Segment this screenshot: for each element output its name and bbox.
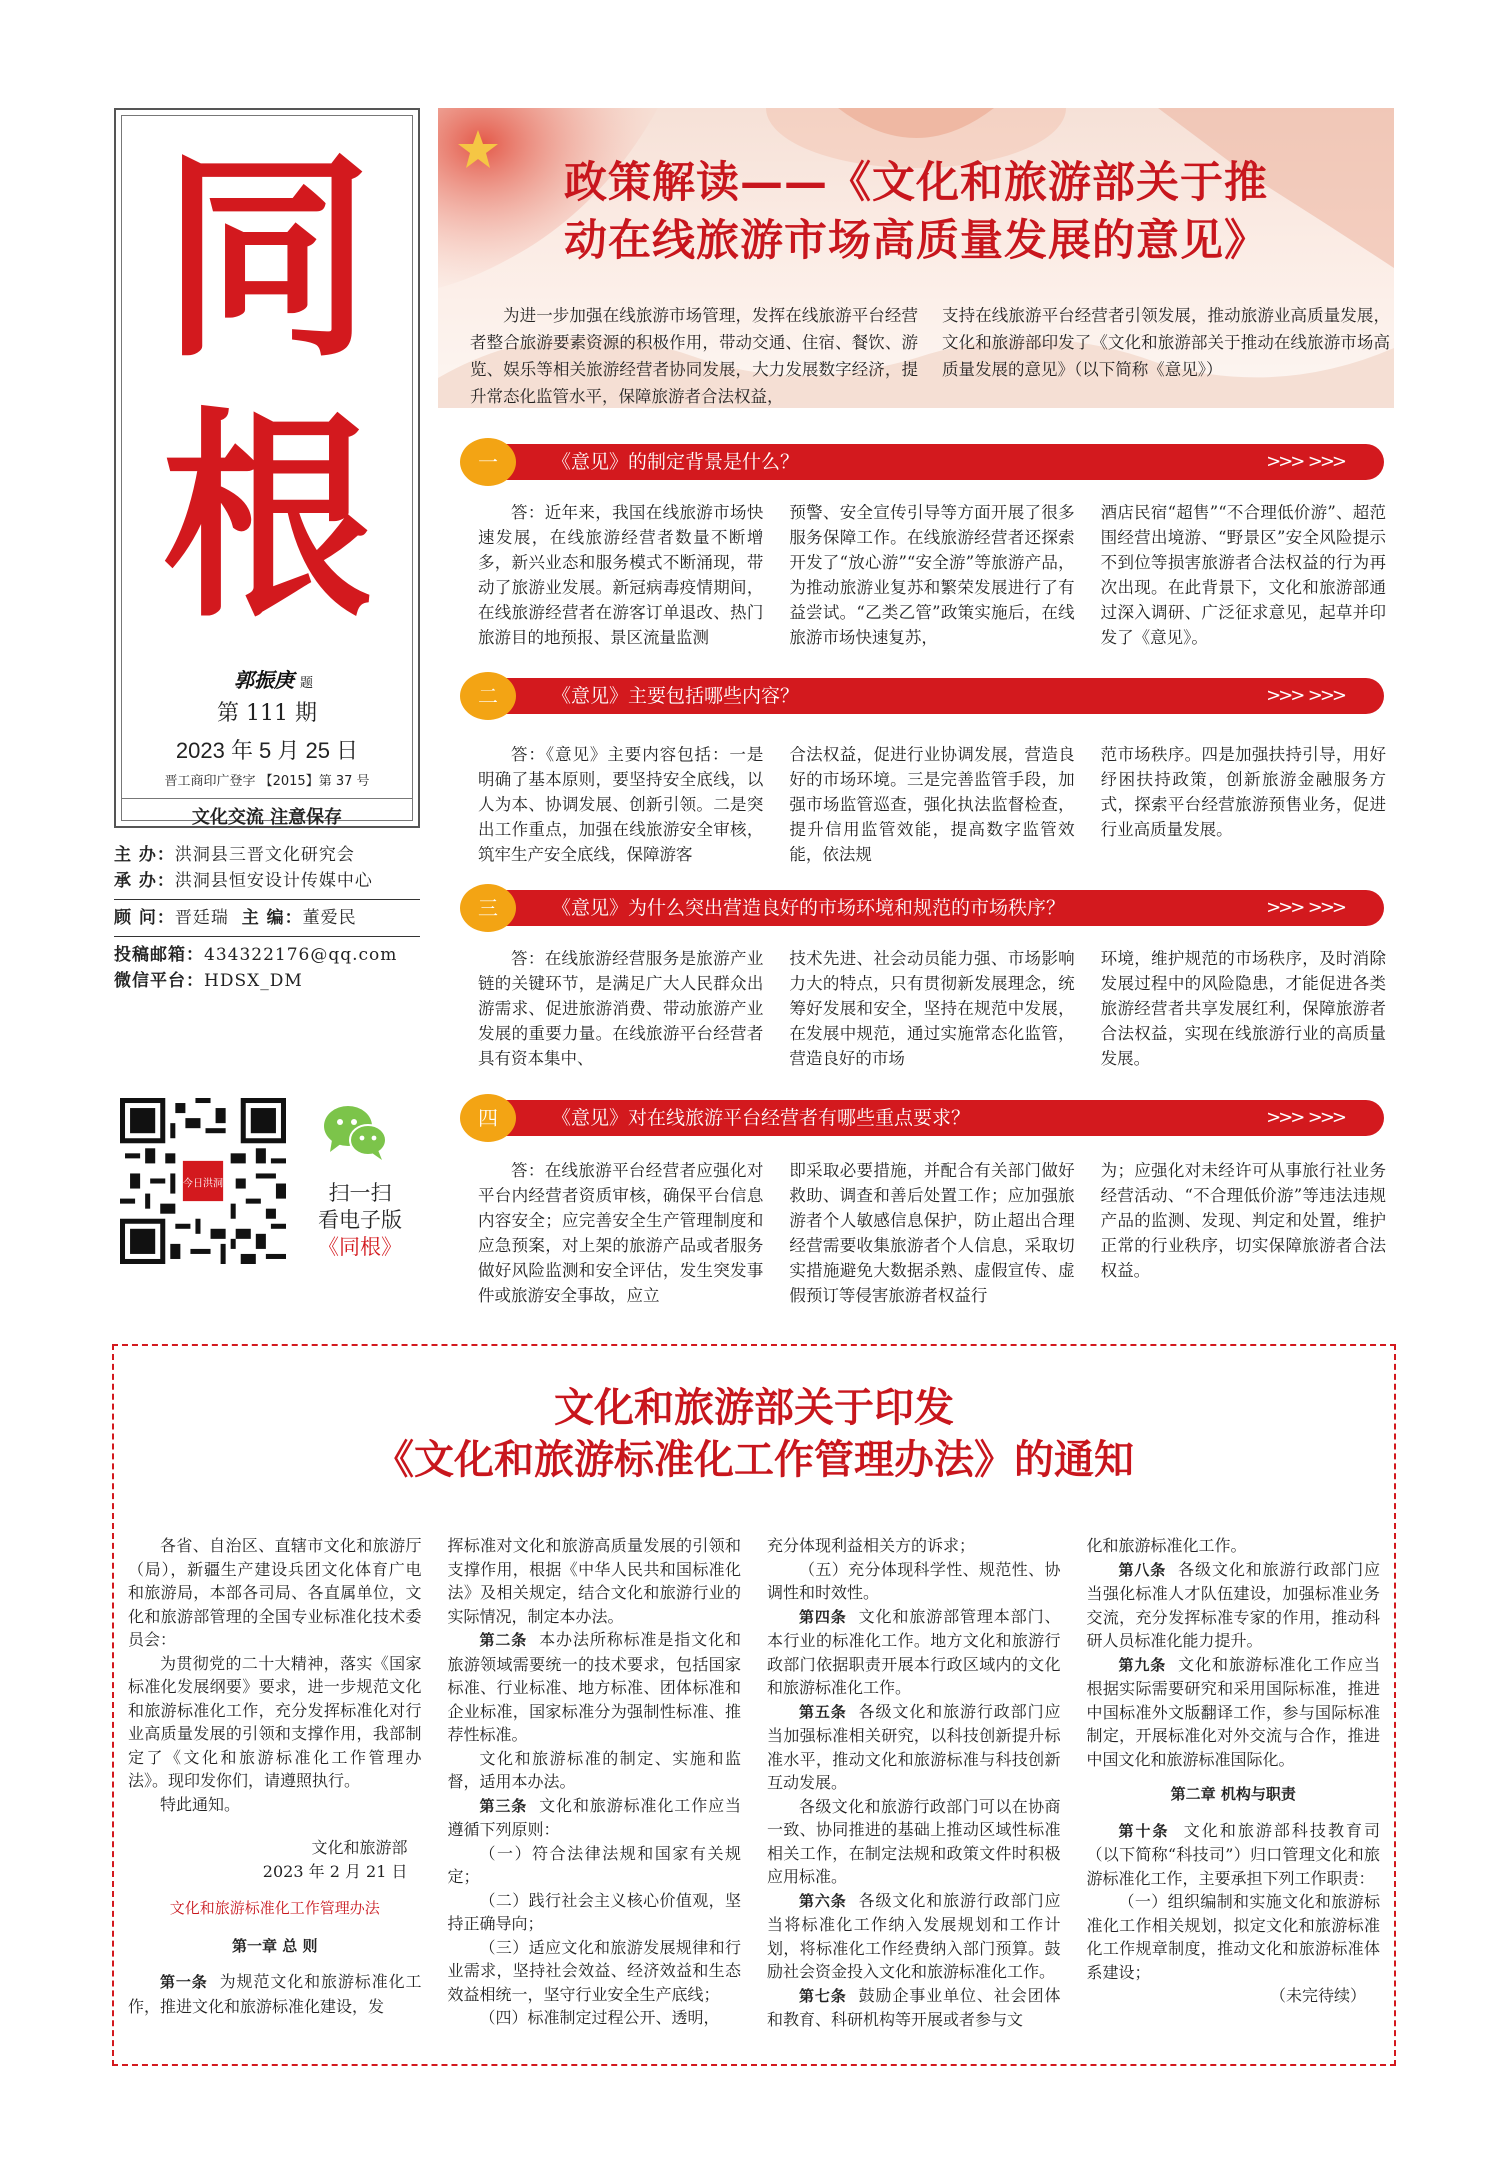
chapter-2-heading: 第二章 机构与职责 <box>1170 1785 1296 1803</box>
article-3-item-2: （二）践行社会主义核心价值观，坚持正确导向； <box>447 1890 741 1933</box>
notice-signer: 文化和旅游部 <box>311 1838 408 1857</box>
scan-caption <box>300 1180 420 1261</box>
notice-title-line-2: 《文化和旅游标准化工作管理办法》的通知 <box>374 1436 1134 1483</box>
article-7-head: 第七条 <box>799 1986 847 2005</box>
article-1 <box>128 1970 422 2018</box>
masthead-frame <box>121 115 413 828</box>
article-8-body: 各级文化和旅游行政部门应当强化标准人才队伍建设，加强标准业务交流，充分发挥标准专家的作用，推动科研人员标准化能力提升。 <box>1086 1559 1380 1650</box>
notice-column-4 <box>1087 1534 1381 2032</box>
question-number: 三 <box>460 884 516 932</box>
article-3-item-5: （五）充分体现科学性、规范性、协调性和时效性。 <box>767 1559 1061 1602</box>
newspaper-title <box>122 128 412 648</box>
article-4 <box>767 1605 1061 1700</box>
notice-body: 为贯彻党的二十大精神，落实《国家标准化发展纲要》要求，进一步规范文化和旅游标准化工作，充分发挥标准化对行业高质量发展的引领和支撑作用，我部制定了《文化和旅游标准化工作管理办法》。现印发你们，请遵照执行。 <box>128 1653 422 1790</box>
policy-intro <box>470 302 1390 410</box>
advisor: 晋廷瑞 <box>174 908 229 928</box>
email-label: 投稿邮箱： <box>114 945 204 965</box>
answer-4-col-1: 答：在线旅游平台经营者应强化对平台内经营者资质审核，确保平台信息内容安全；应完善安全生产管理制度和应急预案，对上架的旅游产品或者服务做好风险监测和安全评估，发生突发事件或旅游安全事故，应立 <box>478 1161 764 1305</box>
spacer <box>128 1816 422 1836</box>
organizer-label: 承 办： <box>114 871 175 891</box>
article-9-body: 文化和旅游标准化工作应当根据实际需要研究和采用国际标准，推进中国标准外文版翻译工作，参与国际标准制定，开展标准化对外交流与合作，推进中国文化和旅游标准国际化。 <box>1086 1654 1380 1769</box>
question-text: 《意见》的制定背景是什么？ <box>552 451 800 473</box>
organizer: 洪洞县恒安设计传媒中心 <box>174 871 373 891</box>
article-3-body: 文化和旅游标准化工作应当遵循下列原则： <box>447 1795 741 1839</box>
answer-1 <box>478 500 1386 650</box>
article-6-head: 第六条 <box>799 1891 847 1910</box>
email-row <box>114 942 420 968</box>
article-10-body: 文化和旅游部科技教育司（以下简称“科技司”）归口管理文化和旅游标准化工作，主要承担下列工作职责： <box>1086 1820 1380 1888</box>
notice-box <box>112 1344 1396 2066</box>
title-char-tong: 同 <box>161 127 372 388</box>
question-text: 《意见》主要包括哪些内容？ <box>552 685 800 707</box>
double-chevron-right-icon: >>> >>> <box>1266 685 1344 706</box>
article-10-item-1: （一）组织编制和实施文化和旅游标准化工作相关规划，拟定文化和旅游标准化工作规章制度，推动文化和旅游标准体系建设； <box>1086 1892 1380 1982</box>
masthead-motto: 文化交流 注意保存 <box>122 798 412 829</box>
sponsor: 洪洞县三晋文化研究会 <box>174 845 355 865</box>
article-9-head: 第九条 <box>1118 1655 1167 1674</box>
article-7-continued: 化和旅游标准化工作。 <box>1086 1536 1247 1555</box>
title-char-gen: 根 <box>161 387 372 648</box>
article-7-body: 鼓励企事业单位、社会团体和教育、科研机构等开展或者参与文 <box>767 1985 1061 2029</box>
answer-1-col-2: 预警、安全宣传引导等方面开展了很多服务保障工作。在线旅游经营者还探索开发了“放心游”“安全游”等旅游产品，为推动旅游业复苏和繁荣发展进行了有益尝试。“乙类乙管”政策实施后，在线旅游市场快速复苏， <box>789 503 1075 647</box>
question-text: 《意见》对在线旅游平台经营者有哪些重点要求？ <box>552 1107 971 1129</box>
question-number: 四 <box>460 1094 516 1142</box>
article-5-head: 第五条 <box>799 1702 847 1721</box>
editor: 董爱民 <box>302 908 357 928</box>
credits-divider <box>114 899 420 900</box>
article-10 <box>1087 1819 1381 1891</box>
article-4-body: 文化和旅游部管理本部门、本行业的标准化工作。地方文化和旅游行政部门依据职责开展本行政区域内的文化和旅游标准化工作。 <box>767 1606 1061 1697</box>
notice-columns <box>128 1534 1380 2032</box>
advisor-label: 顾 问： <box>114 908 175 928</box>
question-bar-3 <box>460 888 1384 928</box>
article-1-body: 为规范文化和旅游标准化工作，推进文化和旅游标准化建设，发 <box>128 1972 422 2016</box>
notice-date: 2023 年 2 月 21 日 <box>262 1861 408 1881</box>
intro-column-1: 为进一步加强在线旅游市场管理，发挥在线旅游平台经营者整合旅游要素资源的积极作用，带动交通、住宿、餐饮、游览、娱乐等相关旅游经营者协同发展，大力发展数字经济，提升常态化监管水平，保障旅游者合法权益， <box>470 306 918 406</box>
article-4-head: 第四条 <box>799 1607 847 1626</box>
question-bar-1 <box>460 442 1384 482</box>
chapter-1-heading: 第一章 总 则 <box>232 1936 318 1955</box>
article-1-head: 第一条 <box>160 1973 208 1991</box>
article-2-head: 第二条 <box>479 1631 528 1649</box>
wechat-row <box>114 968 420 994</box>
notice-column-3 <box>767 1534 1061 2032</box>
answer-2 <box>478 742 1386 867</box>
answer-3 <box>478 946 1386 1071</box>
article-1-continued: 挥标准对文化和旅游高质量发展的引领和支撑作用，根据《中华人民共和国标准化法》及相关规定，结合文化和旅游行业的实际情况，制定本办法。 <box>447 1536 741 1626</box>
scan-line-3: 《同根》 <box>318 1235 402 1259</box>
article-5-body: 各级文化和旅游行政部门应当加强标准相关研究，以科技创新提升标准水平，推动文化和旅游标准与科技创新互动发展。 <box>767 1701 1061 1792</box>
article-3 <box>448 1794 742 1842</box>
answer-3-col-3: 环境，维护规范的市场秩序，及时消除发展过程中的风险隐患，才能促进各类旅游经营者共享发展红利，保障旅游者合法权益，实现在线旅游行业的高质量发展。 <box>1100 949 1386 1068</box>
question-number: 一 <box>460 438 516 486</box>
wechat-account: HDSX_DM <box>204 971 303 991</box>
article-3-item-3: （三）适应文化和旅游发展规律和行业需求，坚持社会效益、经济效益和生态效益相统一，坚守行业安全生产底线； <box>447 1937 741 2004</box>
answer-4 <box>478 1158 1386 1308</box>
answer-2-col-2: 合法权益，促进行业协调发展，营造良好的市场环境。三是完善监管手段，加强市场监管巡查，强化执法监督检查，提升信用监管效能，提高数字监管效能，依法规 <box>789 745 1075 864</box>
answer-2-col-3: 范市场秩序。四是加强扶持引导，用好纾困扶持政策，创新旅游金融服务方式，探索平台经营旅游预售业务，促进行业高质量发展。 <box>1100 745 1386 839</box>
notice-addressees: 各省、自治区、直辖市文化和旅游厅（局），新疆生产建设兵团文化体育广电和旅游局，本部各司局、各直属单位，文化和旅游部管理的全国专业标准化技术委员会： <box>128 1536 422 1649</box>
issue-date: 2023 年 5 月 25 日 <box>175 738 359 763</box>
issue-number: 第 111 期 <box>217 701 317 726</box>
regulation-title: 文化和旅游标准化工作管理办法 <box>169 1899 380 1917</box>
intro-column-2: 支持在线旅游平台经营者引领发展，推动旅游业高质量发展，文化和旅游部印发了《文化和旅游部关于推动在线旅游市场高质量发展的意见》（以下简称《意见》） <box>942 306 1390 379</box>
masthead <box>114 108 420 828</box>
notice-column-1 <box>128 1534 422 2032</box>
editor-label: 主 编： <box>241 908 303 928</box>
article-10-head: 第十条 <box>1118 1821 1170 1840</box>
notice-title-line-1: 文化和旅游部关于印发 <box>554 1384 954 1431</box>
article-7 <box>767 1984 1061 2032</box>
wechat-icon <box>320 1102 390 1162</box>
policy-title-line-1: 政策解读——《文化和旅游部关于推 <box>564 158 1268 208</box>
qr-block <box>120 1098 420 1268</box>
article-2-scope: 文化和旅游标准的制定、实施和监督，适用本办法。 <box>447 1748 741 1791</box>
article-8-head: 第八条 <box>1118 1560 1167 1579</box>
article-3-item-4-continued: 充分体现利益相关方的诉求； <box>767 1536 976 1555</box>
article-6 <box>767 1889 1061 1984</box>
notice-title <box>114 1382 1394 1486</box>
double-chevron-right-icon: >>> >>> <box>1266 1107 1344 1128</box>
answer-1-col-1: 答：近年来，我国在线旅游市场快速发展，在线旅游经营者数量不断增多，新兴业态和服务模式不断涌现，带动了旅游业发展。新冠病毒疫情期间，在线旅游经营者在游客订单退改、热门旅游目的地预报、景区流量监测 <box>478 503 764 647</box>
article-6-body: 各级文化和旅游行政部门应当将标准化工作纳入发展规划和工作计划，将标准化工作经费纳入部门预算。鼓励社会资金投入文化和旅游标准化工作。 <box>767 1890 1061 1981</box>
article-2 <box>448 1628 742 1747</box>
wechat-label: 微信平台： <box>114 971 204 991</box>
question-bar-4 <box>460 1098 1384 1138</box>
scan-line-2: 看电子版 <box>318 1208 402 1232</box>
article-3-item-1: （一）符合法律法规和国家有关规定； <box>447 1843 741 1886</box>
calligraphy-signature <box>234 664 313 693</box>
answer-3-col-1: 答：在线旅游经营服务是旅游产业链的关键环节，是满足广大人民群众出游需求、促进旅游消费、带动旅游产业发展的重要力量。在线旅游平台经营者具有资本集中、 <box>478 949 764 1068</box>
article-3-head: 第三条 <box>479 1796 528 1815</box>
registration-number: 晋工商印广登字 【2015】第 37 号 <box>164 774 370 789</box>
credits <box>114 842 420 994</box>
article-9 <box>1087 1653 1381 1772</box>
answer-4-col-2: 即采取必要措施，并配合有关部门做好救助、调查和善后处置工作；应加强旅游者个人敏感信息保护，防止超出合理经营需要收集旅游者个人信息，采取切实措施避免大数据杀熟、虚假宣传、虚假预订等侵害旅游者权益行 <box>789 1161 1075 1305</box>
qr-code[interactable] <box>120 1098 286 1264</box>
answer-1-col-3: 酒店民宿“超售”“不合理低价游”、超范围经营出境游、“野景区”安全风险提示不到位等损害旅游者合法权益的行为再次出现。在此背景下，文化和旅游部通过深入调研、广泛征求意见，起草并印发了《意见》。 <box>1100 503 1386 647</box>
qr-badge: 今日洪洞 <box>182 1178 224 1190</box>
double-chevron-right-icon: >>> >>> <box>1266 897 1344 918</box>
question-text: 《意见》为什么突出营造良好的市场环境和规范的市场秩序？ <box>552 897 1066 919</box>
question-bar-2 <box>460 676 1384 716</box>
notice-closing: 特此通知。 <box>160 1794 241 1814</box>
sponsor-label: 主 办： <box>114 845 175 865</box>
article-5 <box>767 1700 1061 1795</box>
answer-4-col-3: 为；应强化对未经许可从事旅行社业务经营活动、“不合理低价游”等违法违规产品的监测、发现、判定和处置，维护正常的行业秩序，切实保障旅游者合法权益。 <box>1100 1161 1386 1280</box>
calligrapher-name: 郭振庚 <box>234 668 294 692</box>
notice-column-2 <box>448 1534 742 2032</box>
article-8 <box>1087 1558 1381 1653</box>
to-be-continued: （未完待续） <box>1269 1986 1366 2005</box>
scan-line-1: 扫一扫 <box>328 1181 392 1205</box>
article-2-body: 本办法所称标准是指文化和旅游领域需要统一的技术要求，包括国家标准、行业标准、地方标准、团体标准和企业标准，国家标准分为强制性标准、推荐性标准。 <box>447 1630 741 1744</box>
policy-title <box>438 154 1394 270</box>
article-5-para-2: 各级文化和旅游行政部门可以在协商一致、协同推进的基础上推动区域性标准相关工作，在制定法规和政策文件时积极应用标准。 <box>767 1796 1061 1886</box>
article-3-item-4: （四）标准制定过程公开、透明， <box>479 2008 720 2027</box>
question-number: 二 <box>460 672 516 720</box>
staff-row <box>114 905 420 931</box>
organizer-row <box>114 868 420 894</box>
answer-2-col-1: 答：《意见》主要内容包括：一是明确了基本原则，要坚持安全底线，以人为本、协调发展、创新引领。二是突出工作重点，加强在线旅游安全审核，筑牢生产安全底线，保障游客 <box>478 745 764 864</box>
policy-title-line-2: 动在线旅游市场高质量发展的意见》 <box>564 216 1268 266</box>
sponsor-row <box>114 842 420 868</box>
credits-divider-2 <box>114 936 420 937</box>
contact-email[interactable]: 434322176@qq.com <box>204 945 398 965</box>
calligraphy-label: 题 <box>300 676 314 691</box>
double-chevron-right-icon: >>> >>> <box>1266 451 1344 472</box>
answer-3-col-2: 技术先进、社会动员能力强、市场影响力大的特点，只有贯彻新发展理念，统筹好发展和安全，坚持在规范中发展，在发展中规范，通过实施常态化监管，营造良好的市场 <box>789 949 1075 1068</box>
